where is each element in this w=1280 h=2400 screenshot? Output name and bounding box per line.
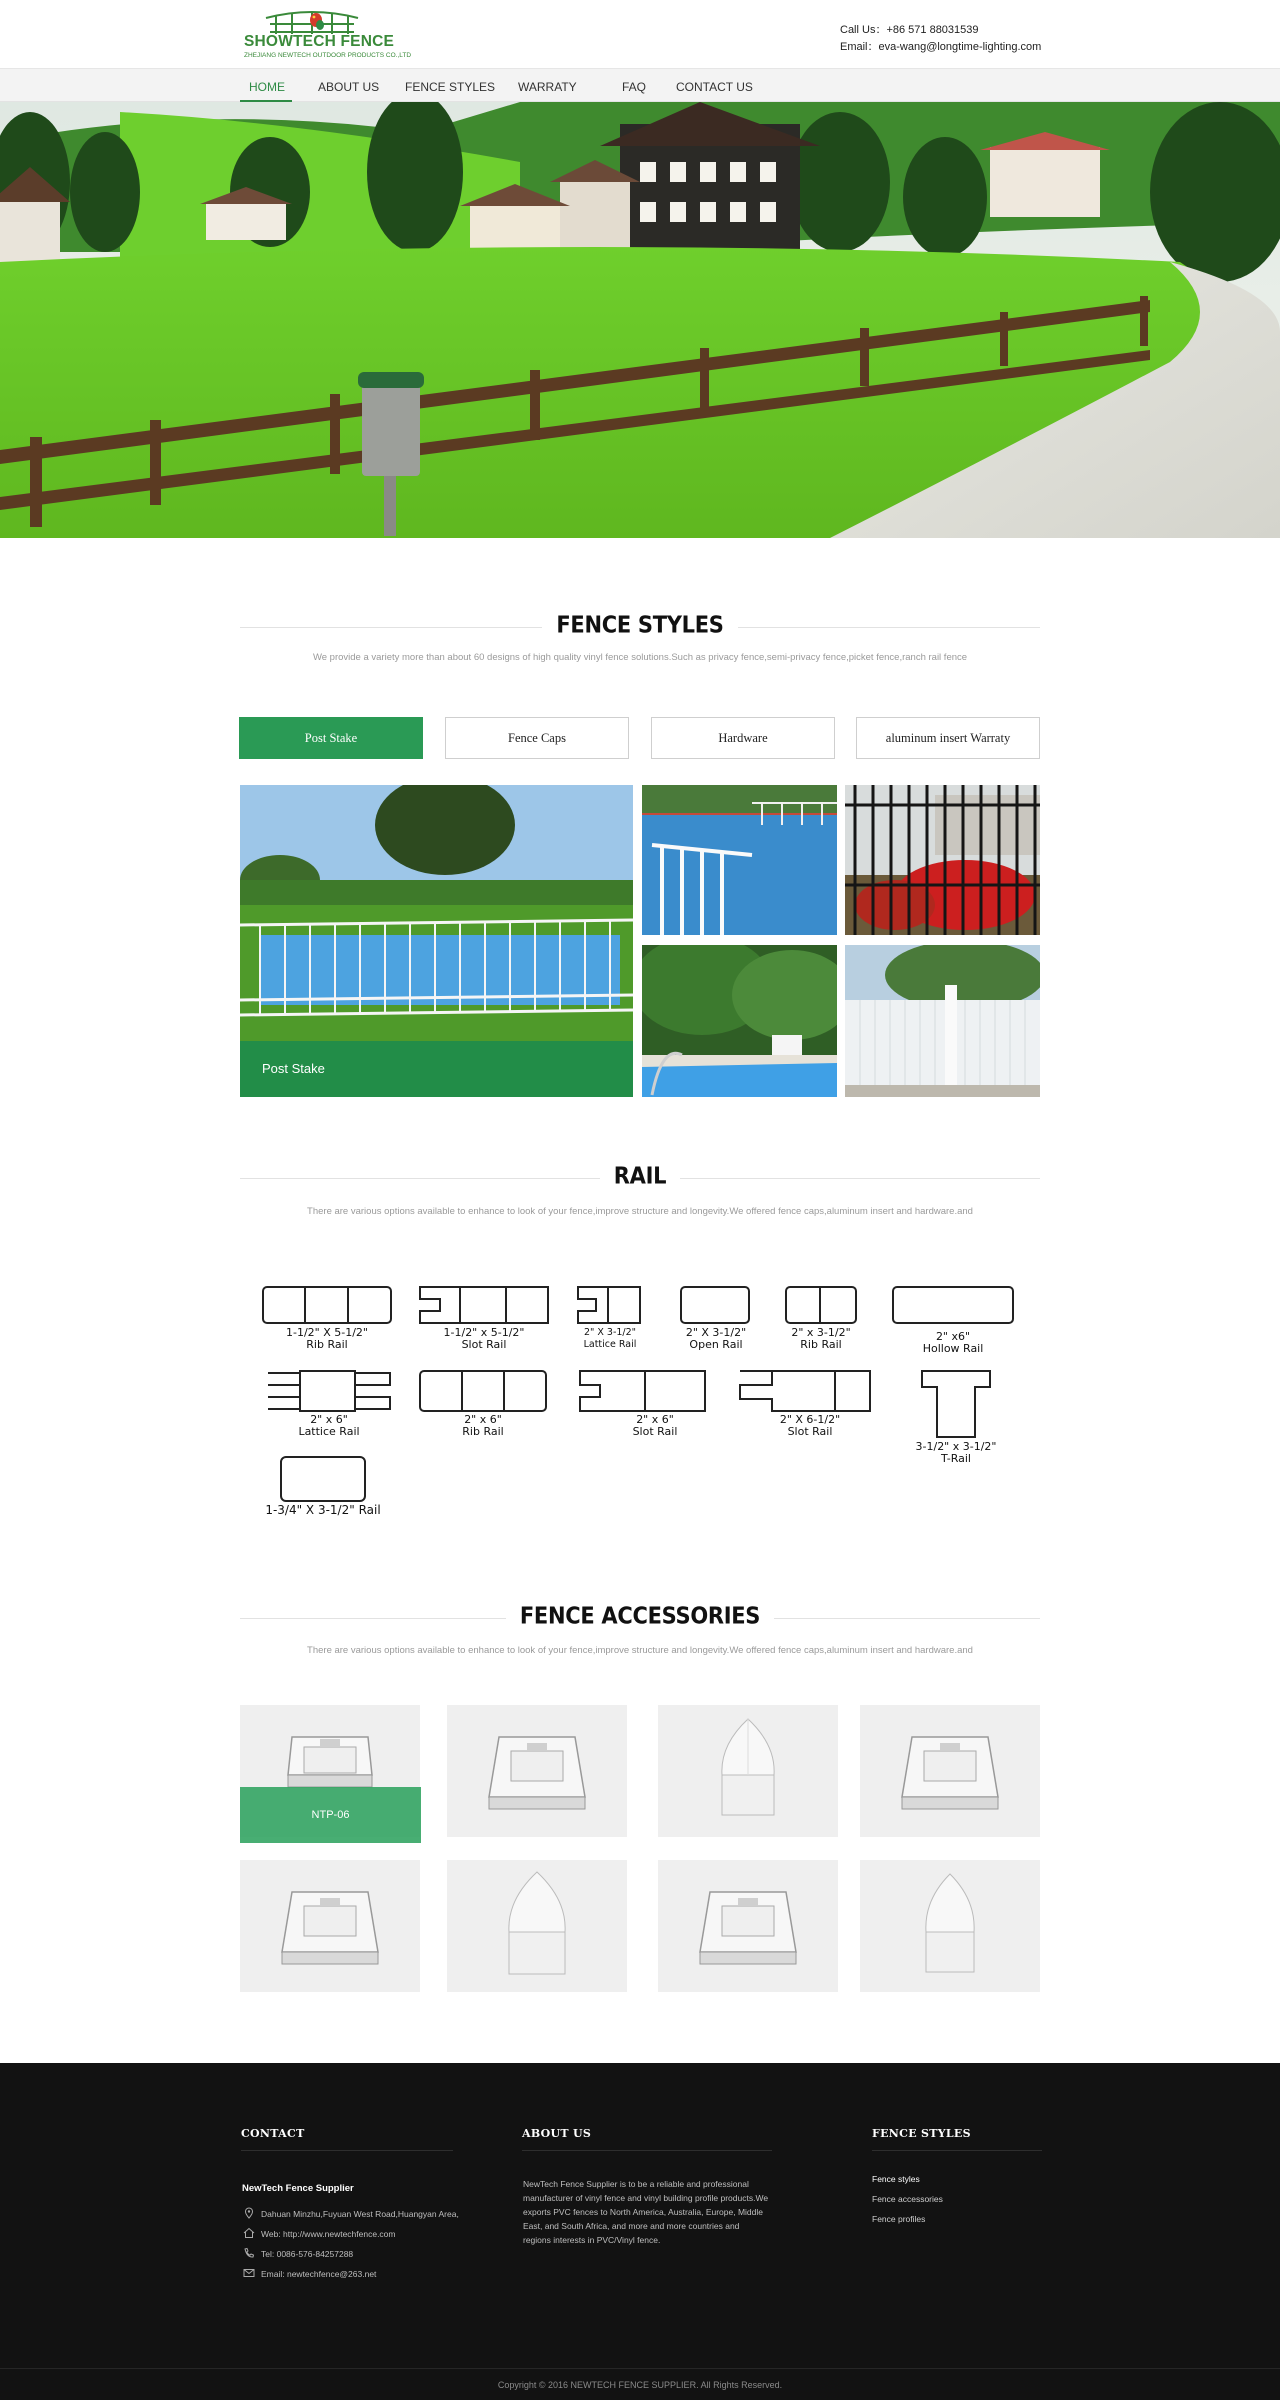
accessory-item-2[interactable] — [447, 1705, 627, 1837]
parrot-fence-logo-icon — [262, 8, 362, 36]
footer-company-name: NewTech Fence Supplier — [242, 2183, 354, 2194]
rail-label-2: 1-1/2" x 5-1/2" Slot Rail — [443, 1326, 525, 1351]
phone-icon — [243, 2247, 255, 2259]
nav-home[interactable]: HOME — [249, 80, 285, 94]
accessory-item-7[interactable] — [658, 1860, 838, 1992]
rail-profile-hollow — [893, 1287, 1013, 1323]
post-cap-bracket-icon — [240, 1860, 420, 1992]
rail-profile-t-rail — [922, 1371, 990, 1437]
rail-label-11: 3-1/2" x 3-1/2" T-Rail — [915, 1440, 997, 1465]
rail-label-9: 2" x 6" Slot Rail — [632, 1413, 678, 1438]
nav-contact-us[interactable]: CONTACT US — [676, 80, 753, 94]
accessory-item-4[interactable] — [860, 1705, 1040, 1837]
top-header — [0, 0, 1280, 68]
rail-label-5: 2" x 3-1/2" Rib Rail — [791, 1326, 851, 1351]
rail-label-6: 2" x6" Hollow Rail — [922, 1330, 984, 1355]
rail-profile-open — [681, 1287, 749, 1323]
rail-description: There are various options available to enhance to look of your fence,improve structure and longevity.We offered fence caps,aluminum insert and hardware.and — [307, 1206, 973, 1217]
tab-post-stake[interactable]: Post Stake — [239, 717, 423, 759]
site-logo[interactable] — [244, 8, 412, 62]
location-pin-icon — [243, 2207, 255, 2219]
mail-icon — [243, 2267, 255, 2279]
pool-gate-photo — [642, 785, 837, 935]
accessory-item-5[interactable] — [240, 1860, 420, 1992]
footer-contact-divider — [241, 2150, 453, 2151]
gallery-image-pool-gate[interactable] — [642, 785, 837, 935]
tab-fence-caps[interactable]: Fence Caps — [445, 717, 629, 759]
footer-styles-heading: FENCE STYLES — [872, 2127, 971, 2140]
footer-address: Dahuan Minzhu,Fuyuan West Road,Huangyan Area, — [261, 2209, 459, 2219]
rail-label-10: 2" X 6-1/2" Slot Rail — [779, 1413, 841, 1438]
pyramid-post-cap-icon — [447, 1860, 627, 1992]
nav-faq[interactable]: FAQ — [622, 80, 647, 94]
gallery-image-privacy-fence[interactable] — [845, 945, 1040, 1097]
rail-profile-slot-6-5 — [740, 1371, 870, 1411]
header-phone: Call Us：+86 571 88031539 — [840, 24, 979, 36]
tab-hardware[interactable]: Hardware — [651, 717, 835, 759]
pyramid-post-cap-icon — [658, 1705, 838, 1837]
gallery-image-pool-garden[interactable] — [642, 945, 837, 1097]
footer-link-fence-accessories[interactable]: Fence accessories — [872, 2194, 943, 2204]
footer-contact-heading: CONTACT — [241, 2127, 305, 2140]
rail-title: RAIL — [0, 1164, 1280, 1188]
accessories-description: There are various options available to enhance to look of your fence,improve structure and longevity.We offered fence caps,aluminum insert and hardware.and — [307, 1645, 973, 1656]
rail-profiles-diagram — [0, 1275, 1280, 1535]
gallery-image-black-fence[interactable] — [845, 785, 1040, 935]
rail-label-4: 2" X 3-1/2" Open Rail — [685, 1326, 747, 1351]
pool-garden-photo — [642, 945, 837, 1097]
rail-profile-lattice — [268, 1371, 390, 1411]
post-cap-bracket-icon — [658, 1860, 838, 1992]
footer-link-fence-profiles[interactable]: Fence profiles — [872, 2214, 926, 2224]
black-fence-photo — [845, 785, 1040, 935]
rail-profile-rib-6 — [420, 1371, 546, 1411]
footer-about-heading: ABOUT US — [522, 2127, 592, 2140]
rail-profile-1-3-4 — [281, 1457, 365, 1501]
header-email[interactable]: Email：eva-wang@longtime-lighting.com — [840, 41, 1042, 53]
copyright-text: Copyright © 2016 NEWTECH FENCE SUPPLIER. All Rights Reserved. — [497, 2380, 783, 2390]
tab-aluminum-insert-warraty[interactable]: aluminum insert Warraty — [856, 717, 1040, 759]
hero-banner — [0, 102, 1280, 538]
rail-label-12: 1-3/4" X 3-1/2" Rail — [265, 1503, 381, 1517]
gallery-featured-image[interactable] — [240, 785, 633, 1097]
accessories-title: FENCE ACCESSORIES — [0, 1604, 1280, 1628]
post-cap-bracket-icon — [447, 1705, 627, 1837]
nav-about-us[interactable]: ABOUT US — [318, 80, 380, 94]
nav-fence-styles[interactable]: FENCE STYLES — [405, 80, 496, 94]
accessory-item-3[interactable] — [658, 1705, 838, 1837]
accessory-item-8[interactable] — [860, 1860, 1040, 1992]
rail-profile-slot-6 — [580, 1371, 705, 1411]
rail-label-7: 2" x 6" Lattice Rail — [298, 1413, 360, 1438]
footer-tel: Tel: 0086-576-84257288 — [261, 2249, 354, 2259]
post-cap-bracket-icon — [860, 1705, 1040, 1837]
footer-email[interactable]: Email: newtechfence@263.net — [261, 2269, 377, 2279]
gallery-featured-caption: Post Stake — [240, 1041, 633, 1097]
accessory-featured-caption: NTP-06 — [240, 1787, 421, 1843]
header-contact — [840, 22, 1041, 56]
rail-profile-rib — [263, 1287, 391, 1323]
home-icon — [243, 2227, 255, 2239]
rail-profile-slot — [420, 1287, 548, 1323]
nav-warraty[interactable]: WARRATY — [518, 80, 577, 94]
footer-link-fence-styles[interactable]: Fence styles — [872, 2174, 920, 2184]
copyright-divider — [0, 2368, 1280, 2369]
hero-landscape-image — [0, 102, 1280, 538]
footer-web-link[interactable]: Web: http://www.newtechfence.com — [261, 2229, 396, 2239]
fence-styles-description: We provide a variety more than about 60 designs of high quality vinyl fence solutions.Such as privacy fence,semi-privacy fence,picket fence,ranch rail fence — [312, 652, 968, 663]
footer-about-divider — [522, 2150, 772, 2151]
fence-styles-title: FENCE STYLES — [0, 613, 1280, 637]
main-nav — [0, 68, 1280, 102]
pyramid-post-cap-icon — [860, 1860, 1040, 1992]
footer-styles-divider — [872, 2150, 1042, 2151]
accessory-item-6[interactable] — [447, 1860, 627, 1992]
rail-label-3: 2" X 3-1/2" Lattice Rail — [583, 1327, 637, 1350]
footer-about-text: NewTech Fence Supplier is to be a reliable and professional manufacturer of vinyl fence and vinyl building profile products.We exports PVC fences to North America, Australia, Europe, Middle East, and South Africa, and more and more countries and regions interests in PVC/Vinyl fence. — [523, 2179, 769, 2245]
rail-label-1: 1-1/2" X 5-1/2" Rib Rail — [286, 1326, 368, 1351]
rail-label-8: 2" x 6" Rib Rail — [462, 1413, 504, 1438]
logo-tagline: ZHEJIANG NEWTECH OUTDOOR PRODUCTS CO.,LTD — [244, 52, 412, 59]
logo-wordmark: SHOWTECH FENCE — [244, 33, 395, 50]
privacy-fence-photo — [845, 945, 1040, 1097]
